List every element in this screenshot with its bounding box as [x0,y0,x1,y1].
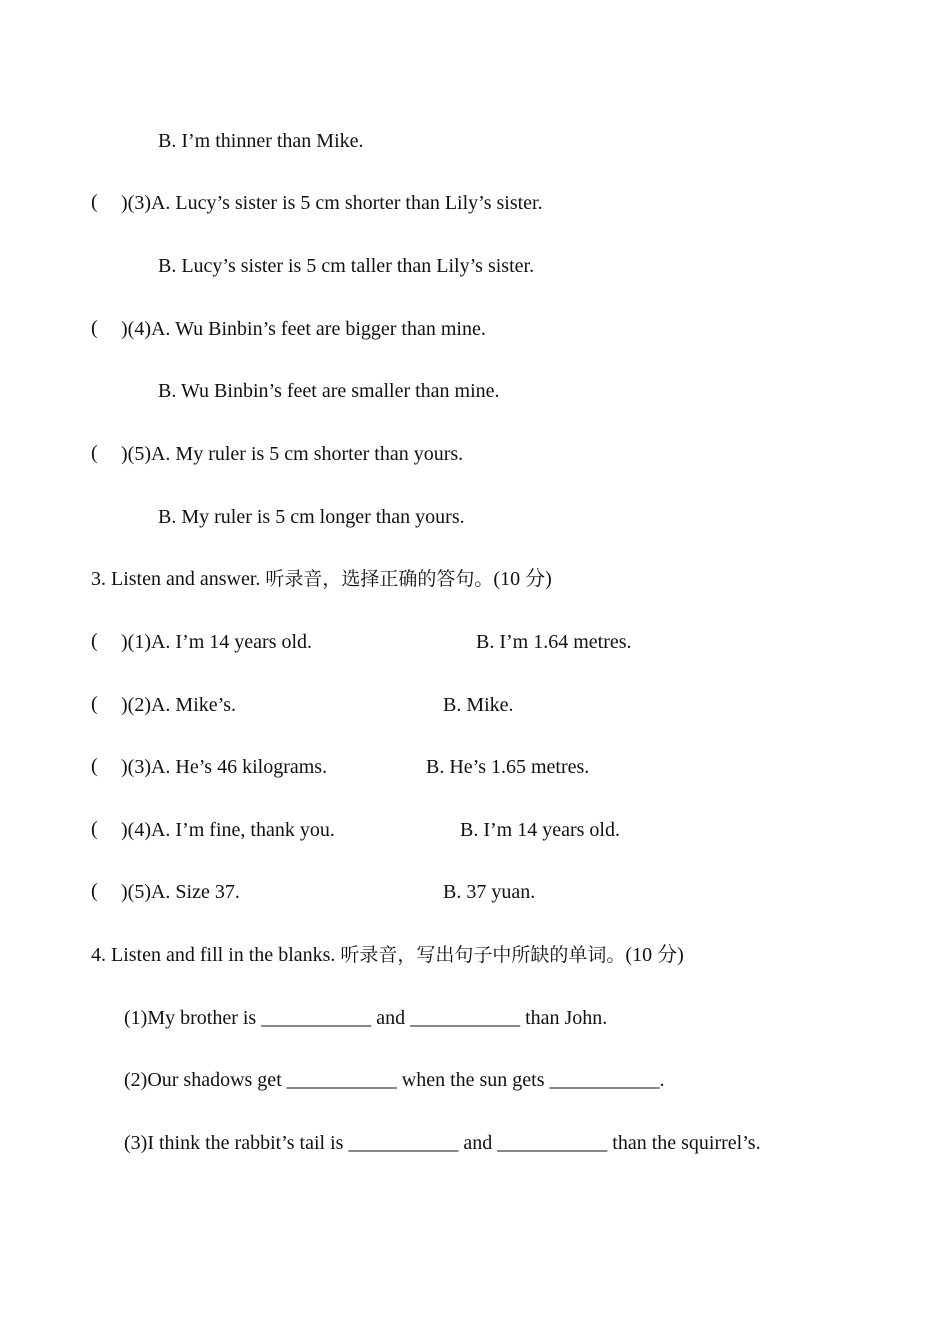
answer-paren-open: ( [91,693,98,715]
section4-heading-cn: 听录音，写出句子中所缺的单词。 [340,944,626,966]
answer-paren-open: ( [91,630,98,652]
section3-heading-en: 3. Listen and answer. [91,568,266,590]
s3-q2-option-a: )(2)A. Mike’s. [121,694,236,716]
s3-q3-option-a: )(3)A. He’s 46 kilograms. [121,756,328,778]
s3-q5-option-b: B. 37 yuan. [443,881,536,903]
fill-blank-sentence-1: (1)My brother is ___________ and ___________ than John. [124,1007,608,1029]
q3-option-a: )(3)A. Lucy’s sister is 5 cm shorter than Lily’s sister. [121,192,543,214]
section4-heading-score: (10 分) [625,944,684,966]
fill-blank-sentence-2: (2)Our shadows get ___________ when the sun gets ___________. [124,1069,665,1091]
section3-heading [91,567,552,591]
q5-option-a: )(5)A. My ruler is 5 cm shorter than yours. [121,443,464,465]
s3-q3-option-b: B. He’s 1.65 metres. [426,756,590,778]
answer-paren-open: ( [91,317,98,339]
s3-q4-option-a: )(4)A. I’m fine, thank you. [121,819,335,841]
answer-paren-open: ( [91,442,98,464]
answer-paren-open: ( [91,755,98,777]
q2-option-b: B. I’m thinner than Mike. [158,130,364,152]
answer-paren-open: ( [91,818,98,840]
q4-option-a: )(4)A. Wu Binbin’s feet are bigger than mine. [121,318,486,340]
section4-heading-en: 4. Listen and fill in the blanks. [91,944,341,966]
s3-q1-option-b: B. I’m 1.64 metres. [476,631,632,653]
answer-paren-open: ( [91,191,98,213]
s3-q4-option-b: B. I’m 14 years old. [460,819,620,841]
section3-heading-cn: 听录音，选择正确的答句。 [265,568,494,590]
q3-option-b: B. Lucy’s sister is 5 cm taller than Lily’s sister. [158,255,535,277]
section3-heading-score: (10 分) [493,568,552,590]
answer-paren-open: ( [91,880,98,902]
section4-heading [91,943,684,967]
s3-q2-option-b: B. Mike. [443,694,514,716]
q4-option-b: B. Wu Binbin’s feet are smaller than mine. [158,380,500,402]
q5-option-b: B. My ruler is 5 cm longer than yours. [158,506,465,528]
fill-blank-sentence-3: (3)I think the rabbit’s tail is ___________ and ___________ than the squirrel’s. [124,1132,761,1154]
s3-q5-option-a: )(5)A. Size 37. [121,881,240,903]
s3-q1-option-a: )(1)A. I’m 14 years old. [121,631,313,653]
